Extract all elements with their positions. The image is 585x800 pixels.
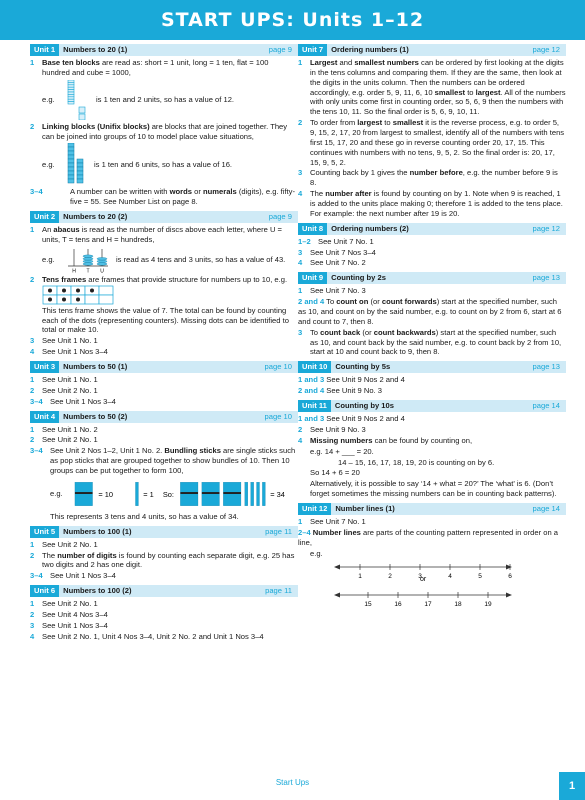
list-item <box>298 286 566 296</box>
item-text: See Unit 1 No. 1 <box>42 336 98 346</box>
page-reference: page 9 <box>268 212 292 222</box>
item-number: 4 <box>298 189 303 199</box>
number-line-2-label: 15 <box>364 601 372 609</box>
item-text: 1 and 3 See Unit 9 Nos 2 and 4 <box>298 414 405 424</box>
unit-badge: Unit 6 <box>30 585 59 597</box>
unit-badge: Unit 3 <box>30 361 59 373</box>
unit-badge: Unit 7 <box>298 44 327 56</box>
unit-11-section <box>298 400 566 499</box>
list-item <box>298 258 566 268</box>
list-item <box>298 517 566 527</box>
list-item <box>30 446 298 476</box>
unit-header <box>298 272 566 284</box>
item-text: A number can be written with words or numerals (digits), e.g. fifty-five = 55. See Number List on page 8. <box>70 187 295 207</box>
list-item <box>30 435 298 445</box>
list-item <box>30 571 298 581</box>
item-text: See Unit 1 No. 1 <box>42 375 98 385</box>
list-item <box>298 414 566 424</box>
list-item <box>30 58 298 78</box>
figure-caption: is 1 ten and 2 units, so has a value of 12. <box>96 94 235 104</box>
item-number: 3–4 <box>30 571 43 581</box>
unit-badge: Unit 11 <box>298 400 331 412</box>
item-text: Base ten blocks are read as: short = 1 unit, long = 1 ten, flat = 100 hundred and cube = 1000, <box>42 58 269 77</box>
list-item <box>30 225 298 245</box>
unit-badge: Unit 10 <box>298 361 331 373</box>
item-text: See Unit 1 Nos 3–4 <box>50 396 116 406</box>
item-number: 2 <box>30 435 35 445</box>
item-number: 1 <box>30 225 35 235</box>
unit-badge: Unit 12 <box>298 503 331 515</box>
unit-title: Counting by 10s <box>334 401 394 411</box>
unit-header <box>30 44 298 56</box>
figure-row <box>30 247 298 273</box>
figure-row <box>30 80 298 120</box>
unit-7-section <box>298 44 566 219</box>
linking-blocks-illustration <box>66 143 88 185</box>
unit-title: Numbers to 20 (2) <box>63 212 128 222</box>
number-line-2-label: 18 <box>454 601 462 609</box>
item-text: See Unit 2 Nos 1–2, Unit 1 No. 2. Bundling sticks are single sticks such as pop sticks that are grouped together to show bundles of 10. Then 10 groups can be put together to form 100, <box>50 446 296 476</box>
unit-header <box>30 361 298 373</box>
page-title: START UPS: Units 1–12 <box>160 8 425 31</box>
item-text: The number after is found by counting on by 1. Note when 9 is reached, 1 is added to the units place making 0; therefore 1 is added to the tens place. For example: the next number after 19 is 20. <box>310 189 563 218</box>
item-number: 2 <box>30 610 35 620</box>
item-number: 4 <box>298 258 303 268</box>
equals-thirtyfour-label: = 34 <box>270 489 286 499</box>
unit-title: Counting by 5s <box>335 362 391 372</box>
unit-3-section <box>30 361 298 407</box>
page-reference: page 9 <box>268 45 292 55</box>
eg-label: e.g. <box>42 159 55 169</box>
list-item <box>30 599 298 609</box>
title-banner <box>0 0 585 40</box>
item-text: Missing numbers can be found by counting on, <box>310 435 473 445</box>
list-item <box>298 118 566 167</box>
so-label: So: <box>163 489 175 499</box>
list-item <box>298 375 566 385</box>
example-line: So 14 + 6 = 20 <box>310 468 360 478</box>
item-number: 2 <box>30 385 35 395</box>
list-item <box>298 58 566 117</box>
paragraph: This tens frame shows the value of 7. The total can be found by counting each of the dots (representing counters). Missing dots can be identified to total or make 10. <box>42 305 289 335</box>
footer-text: Start Ups <box>275 778 310 787</box>
unit-badge: Unit 5 <box>30 526 59 538</box>
list-item <box>298 436 566 446</box>
item-number: 4 <box>298 435 303 445</box>
item-text: Counting back by 1 gives the number before, e.g. the number before 9 is 8. <box>310 168 558 188</box>
list-item <box>30 425 298 435</box>
item-number: 3–4 <box>30 396 43 406</box>
unit-title: Counting by 2s <box>331 273 386 283</box>
list-item <box>298 168 566 188</box>
list-item <box>30 551 298 571</box>
list-item <box>30 347 298 357</box>
item-text: To count back (or count backwards) start at the specified number, such as 10, and count back by the said number, e.g. to count back by 2 from 10, start at 10 and count back to 9, then 8. <box>310 327 562 357</box>
list-item <box>298 328 566 358</box>
unit-title: Numbers to 50 (2) <box>63 411 128 421</box>
item-text: See Unit 1 No. 2 <box>42 424 98 434</box>
list-item <box>30 122 298 142</box>
item-number: 1 <box>30 599 35 609</box>
item-number: 1 <box>298 516 303 526</box>
item-text: See Unit 2 No. 1 <box>42 435 98 445</box>
equals-one-label: = 1 <box>143 489 155 499</box>
page-number: 1 <box>559 772 585 800</box>
tens-frame-illustration <box>42 285 114 305</box>
item-text: Linking blocks (Unifix blocks) are blocks that are joined together. They can be joined into groups of 10 to model place value situations, <box>42 121 288 141</box>
list-item <box>298 237 566 247</box>
list-item <box>30 275 298 305</box>
list-item <box>298 386 566 396</box>
unit-badge: Unit 4 <box>30 411 59 423</box>
unit-header <box>298 44 566 56</box>
right-column <box>298 44 566 624</box>
item-text: See Unit 1 Nos 3–4 <box>42 620 108 630</box>
list-item <box>30 610 298 620</box>
unit-12-section <box>298 503 566 620</box>
item-number: 3–4 <box>30 446 43 456</box>
page-reference: page 13 <box>532 362 560 372</box>
unit-header <box>30 411 298 423</box>
unit-header <box>298 223 566 235</box>
item-text: Tens frames are frames that provide structure for numbers up to 10, e.g. <box>42 275 298 305</box>
abacus-illustration <box>66 247 110 273</box>
unit-1-section <box>30 44 298 207</box>
unit-title: Numbers to 50 (1) <box>63 362 128 372</box>
figure-row <box>30 143 298 185</box>
unit-title: Numbers to 100 (1) <box>63 526 132 536</box>
item-text: 1 and 3 See Unit 9 Nos 2 and 4 <box>298 375 405 385</box>
item-number: 3 <box>298 327 303 337</box>
item-number: 2 <box>298 424 303 434</box>
item-text: See Unit 7 No. 2 <box>310 258 366 268</box>
page-reference: page 12 <box>532 45 560 55</box>
list-item <box>298 248 566 258</box>
unit-10-section <box>298 361 566 396</box>
list-item <box>298 425 566 435</box>
eg-label: e.g. <box>42 94 55 104</box>
unit-badge: Unit 2 <box>30 211 59 223</box>
figure-caption: is read as 4 tens and 3 units, so has a value of 43. <box>116 254 286 264</box>
number-lines-illustration <box>298 559 566 617</box>
unit-badge: Unit 1 <box>30 44 59 56</box>
item-number: 1 <box>30 539 35 549</box>
item-number: 4 <box>30 631 35 641</box>
item-text: See Unit 7 No. 3 <box>310 286 366 296</box>
list-item <box>30 375 298 385</box>
example-line: Alternatively, it is possible to say ‘14 + what = 20?’ The ‘what’ is 6. (Don’t forget sometimes the missing numbers can be in counting back patterns). <box>310 479 557 499</box>
unit-6-section <box>30 585 298 641</box>
page-reference: page 11 <box>265 526 292 536</box>
item-text: See Unit 9 No. 3 <box>310 424 366 434</box>
unit-2-section <box>30 211 298 357</box>
number-line-1-label: 5 <box>478 573 482 581</box>
item-number: 2 <box>30 274 35 284</box>
unit-5-section <box>30 526 298 581</box>
unit-header <box>30 211 298 223</box>
item-text: Largest and smallest numbers can be ordered by first looking at the digits in the tens columns and comparing them. If they are the same, then look at the digits in the units column. Then the numbers can be ordered accordingly, e.g. order 5, 9, 11, 6, 10 smallest to largest. All of the numbers with only units come first in counting order, so 5, 6, 9 then the numbers with the tens 10, 11. So the final order is 5, 6, 9, 10, 11. <box>310 58 566 117</box>
item-text: See Unit 7 Nos 3–4 <box>310 247 376 257</box>
item-number: 2 <box>298 118 303 128</box>
number-line-2-label: 17 <box>424 601 432 609</box>
abacus-label-h: H <box>72 268 76 273</box>
number-line-1-label: 1 <box>358 573 362 581</box>
item-text: The number of digits is found by counting each separate digit, e.g. 25 has two digits and 2 has one digit. <box>42 550 295 570</box>
item-number: 1 <box>298 286 303 296</box>
item-number: 3 <box>298 247 303 257</box>
page-reference: page 14 <box>532 504 560 513</box>
page-reference: page 11 <box>265 586 292 596</box>
unit-title: Ordering numbers (2) <box>331 223 409 233</box>
list-item <box>298 189 566 219</box>
example-line: 14 – 15, 16, 17, 18, 19, 20 is counting on by 6. <box>338 457 495 467</box>
unit-title: Numbers to 20 (1) <box>63 45 128 55</box>
list-item <box>298 297 566 327</box>
unit-badge: Unit 9 <box>298 272 327 284</box>
unit-header <box>298 400 566 412</box>
unit-title: Ordering numbers (1) <box>331 45 409 55</box>
item-number: 2 <box>30 550 35 560</box>
item-number: 3 <box>298 168 303 178</box>
paragraph: This represents 3 tens and 4 units, so has a value of 34. <box>50 511 239 521</box>
item-text: 2 and 4 See Unit 9 No. 3 <box>298 386 383 396</box>
eg-label: e.g. <box>42 254 55 264</box>
item-text: See Unit 2 No. 1 <box>42 539 98 549</box>
abacus-label-t: T <box>86 268 90 273</box>
page-reference: page 13 <box>532 273 560 283</box>
item-number: 1–2 <box>298 236 311 246</box>
item-text: See Unit 7 No. 1 <box>318 236 374 246</box>
or-label: or <box>420 576 427 584</box>
number-line-1-label: 2 <box>388 573 392 581</box>
number-line-1-label: 6 <box>508 573 512 581</box>
item-number: 3 <box>30 336 35 346</box>
list-item <box>30 540 298 550</box>
number-line-1-label: 3 <box>418 573 422 581</box>
unit-header <box>30 585 298 597</box>
number-line-2-label: 19 <box>484 601 492 609</box>
item-number: 1 <box>30 58 35 67</box>
item-text: See Unit 7 No. 1 <box>310 516 366 526</box>
page-reference: page 10 <box>264 362 292 372</box>
number-line-1-label: 4 <box>448 573 452 581</box>
item-number: 4 <box>30 347 35 357</box>
unit-title: Number lines (1) <box>335 504 395 513</box>
number-line-2-label: 16 <box>394 601 402 609</box>
unit-8-section <box>298 223 566 269</box>
item-number: 3–4 <box>30 187 43 197</box>
abacus-label-u: U <box>100 268 104 273</box>
page-reference: page 12 <box>532 223 560 233</box>
figure-caption: is 1 ten and 6 units, so has a value of 16. <box>94 159 233 169</box>
item-number: 1 <box>30 424 35 434</box>
eg-label: e.g. <box>50 488 63 498</box>
unit-header <box>298 361 566 373</box>
eg-label: e.g. <box>310 548 323 558</box>
item-number: 3 <box>30 620 35 630</box>
list-item <box>298 528 566 548</box>
list-item <box>30 397 298 407</box>
item-text: To order from largest to smallest it is the reverse process, e.g. to order 5, 9, 15, 2, 17, 20 from largest to smallest, identify all of the numbers with tens first 15, 17, 20 and these go in reverse counting order 20, 17, 15. This continues with numbers with no tens, 9, 5, 2. So the final order is: 20, 17, 15, 9, 5, 2. <box>310 118 565 167</box>
item-text: See Unit 2 No. 1 <box>42 599 98 609</box>
unit-header <box>298 503 566 515</box>
unit-4-section <box>30 411 298 522</box>
item-number: 1 <box>30 375 35 385</box>
list-item <box>30 336 298 346</box>
item-text: An abacus is read as the number of discs above each letter, where U = units, T = tens and H = hundreds, <box>42 225 282 245</box>
item-text: 2–4 Number lines are parts of the counting pattern represented in order on a line, <box>298 527 559 547</box>
equals-ten-label: = 10 <box>98 489 114 499</box>
page-reference: page 14 <box>532 401 560 411</box>
page-reference: page 10 <box>264 411 292 421</box>
list-item <box>30 632 298 642</box>
item-text: See Unit 2 No. 1, Unit 4 Nos 3–4, Unit 2 No. 2 and Unit 1 Nos 3–4 <box>42 631 264 641</box>
list-item <box>30 621 298 631</box>
list-item <box>30 187 298 207</box>
item-text: See Unit 4 Nos 3–4 <box>42 610 108 620</box>
unit-header <box>30 526 298 538</box>
base-ten-blocks-illustration <box>66 80 90 120</box>
example-line: e.g. 14 + ___ = 20. <box>310 446 374 456</box>
item-number: 2 <box>30 121 35 131</box>
item-text: 2 and 4 To count on (or count forwards) start at the specified number, such as 10, and count on by the said number, e.g. to count on by 2 from 6, start at 6 and count to 7, then 8. <box>298 297 562 326</box>
item-text: See Unit 2 No. 1 <box>42 385 98 395</box>
unit-title: Numbers to 100 (2) <box>63 586 132 596</box>
item-text: See Unit 1 Nos 3–4 <box>50 571 116 581</box>
list-item <box>30 386 298 396</box>
item-number: 1 <box>298 58 303 67</box>
item-text: See Unit 1 Nos 3–4 <box>42 347 108 357</box>
unit-9-section <box>298 272 566 357</box>
bundling-sticks-illustration <box>73 478 298 510</box>
figure-row <box>30 478 298 510</box>
left-column <box>30 44 298 646</box>
unit-badge: Unit 8 <box>298 223 327 235</box>
